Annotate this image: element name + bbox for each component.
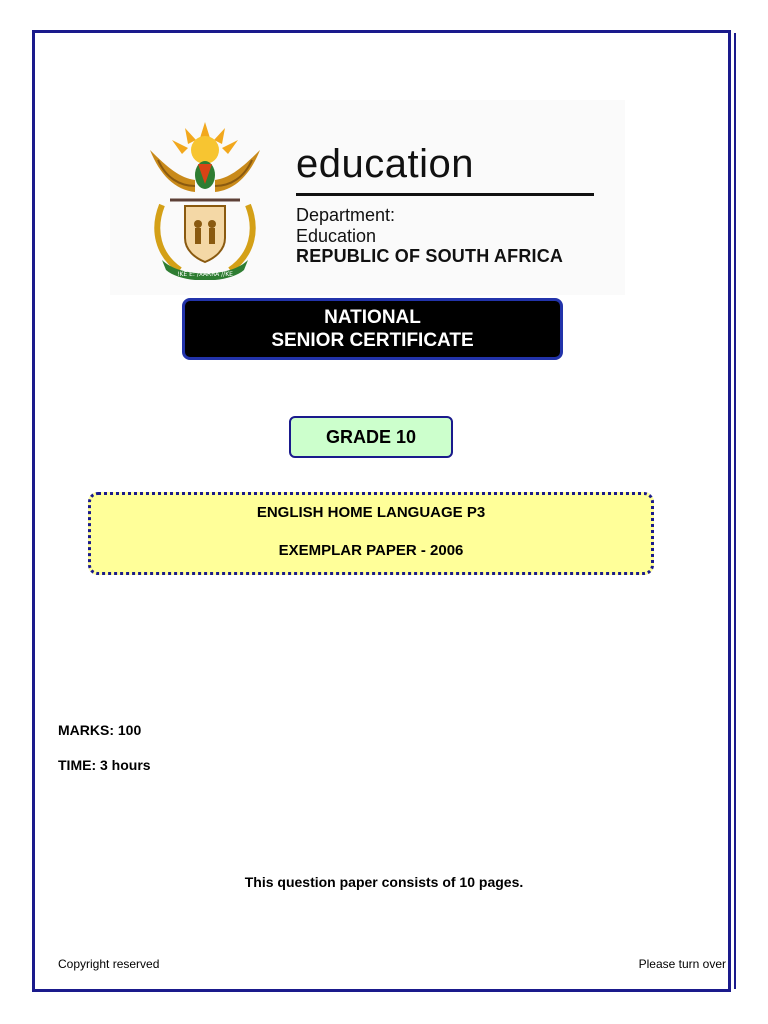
subject-box (88, 492, 654, 575)
grade-box: GRADE 10 (289, 416, 453, 458)
certificate-title-box (182, 298, 563, 360)
education-wordmark: education (296, 142, 474, 186)
right-wheat (230, 205, 253, 270)
sun (191, 136, 219, 164)
country-name: REPUBLIC OF SOUTH AFRICA (296, 246, 564, 266)
motto-text: !KE E: /XARRA //KE (177, 271, 233, 278)
certificate-title-line2: SENIOR CERTIFICATE (271, 330, 474, 351)
shield (185, 206, 225, 262)
marks-label: MARKS: 100 (58, 722, 142, 738)
copyright-footer: Copyright reserved (58, 957, 160, 971)
wordmark-underline (296, 193, 594, 196)
left-wheat (157, 205, 180, 270)
turn-over-footer: Please turn over (638, 957, 726, 971)
coat-of-arms-emblem (140, 120, 270, 280)
department-label: Department: (296, 205, 396, 225)
page-count-note: This question paper consists of 10 pages. (244, 874, 524, 890)
paper-label: EXEMPLAR PAPER - 2006 (278, 542, 464, 559)
department-name: Education (296, 226, 377, 246)
certificate-title-line1: NATIONAL (324, 307, 421, 328)
subject-title: ENGLISH HOME LANGUAGE P3 (256, 504, 486, 521)
time-label: TIME: 3 hours (58, 757, 151, 773)
